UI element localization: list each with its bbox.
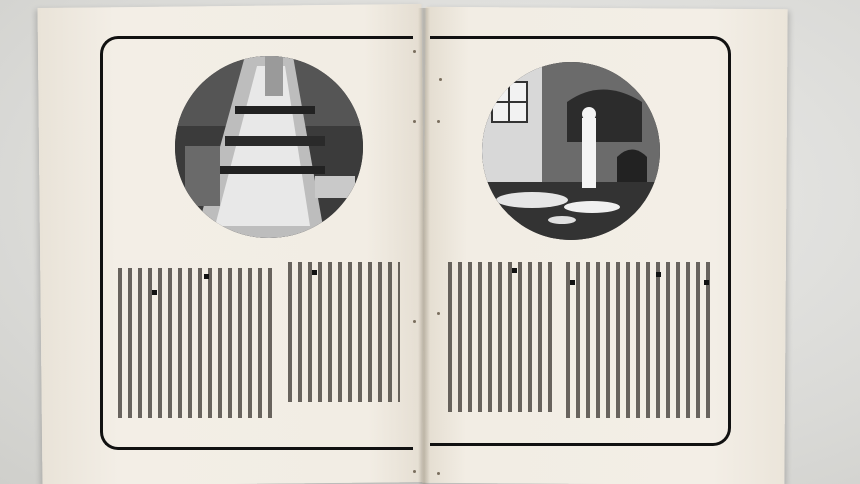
bullet-mark [570,280,575,285]
binding-hole [413,120,416,123]
binding-hole [437,120,440,123]
book-spine [418,8,430,484]
right-text-block-2 [566,262,712,418]
binding-hole [413,470,416,473]
factory-conveyor-photo [175,56,363,238]
bullet-mark [704,280,709,285]
binding-hole [437,472,440,475]
bullet-mark [312,270,317,275]
bullet-mark [512,268,517,273]
bakery-oven-photo [482,62,660,240]
binding-hole [439,78,442,81]
bullet-mark [656,272,661,277]
bullet-mark [204,274,209,279]
left-text-block-2 [288,262,400,402]
left-text-block-1 [118,268,278,418]
bullet-mark [152,290,157,295]
binding-hole [413,320,416,323]
binding-hole [437,312,440,315]
binding-hole [413,50,416,53]
right-text-block-1 [448,262,558,412]
